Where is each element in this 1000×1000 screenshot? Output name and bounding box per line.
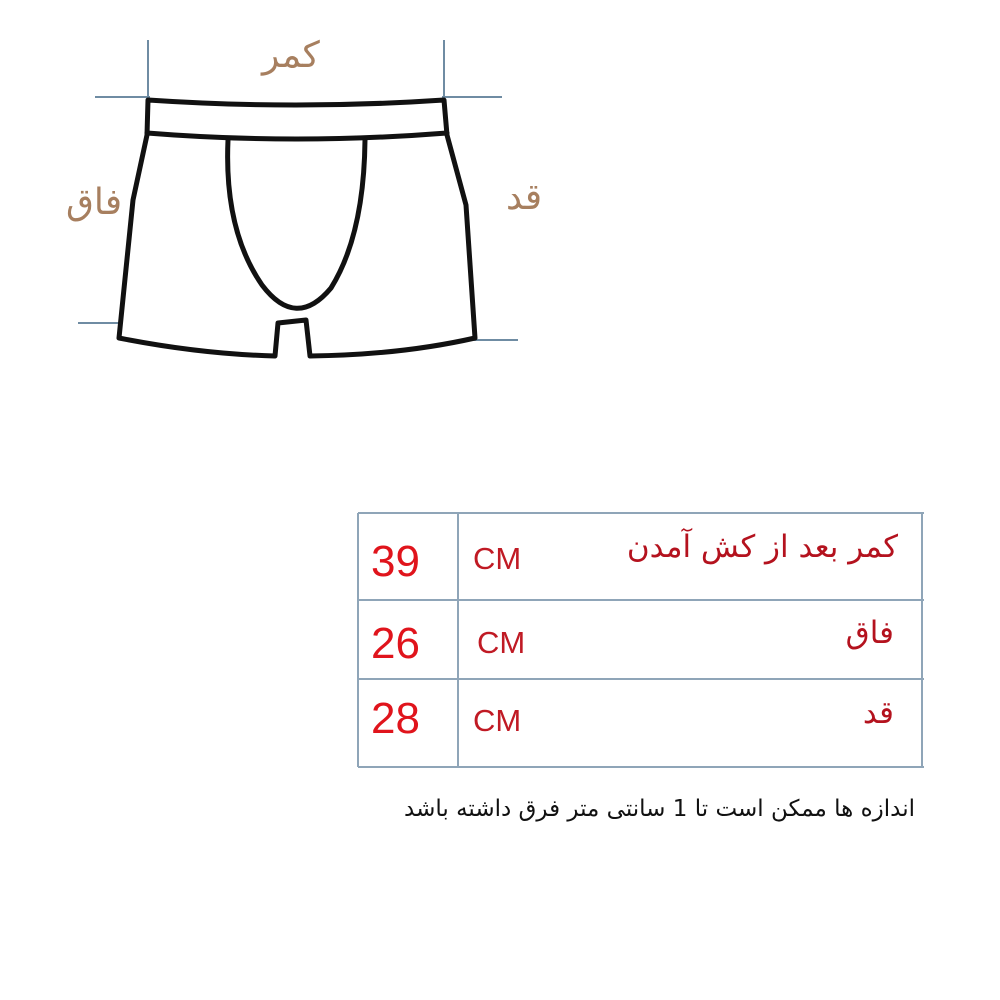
length-row-label: قد [862,695,894,731]
rise-value: 26 [371,619,420,668]
waist-unit: CM [473,541,522,576]
size-disclaimer-note: اندازه ها ممکن است تا 1 سانتی متر فرق داشته باشد [404,796,915,822]
waist-value: 39 [371,537,420,586]
rise-label: فاق [66,182,123,223]
waist-label: کمر [262,35,320,76]
length-value: 28 [371,694,420,743]
waist-row-label: کمر بعد از کش آمدن [626,529,898,565]
rise-unit: CM [477,625,526,660]
boxer-briefs-illustration [0,0,1000,420]
rise-row-label: فاق [845,615,894,651]
underwear-diagram [0,0,1000,420]
garment-outline [119,100,475,356]
size-table [357,512,924,768]
length-label: قد [506,177,543,218]
length-unit: CM [473,703,522,738]
